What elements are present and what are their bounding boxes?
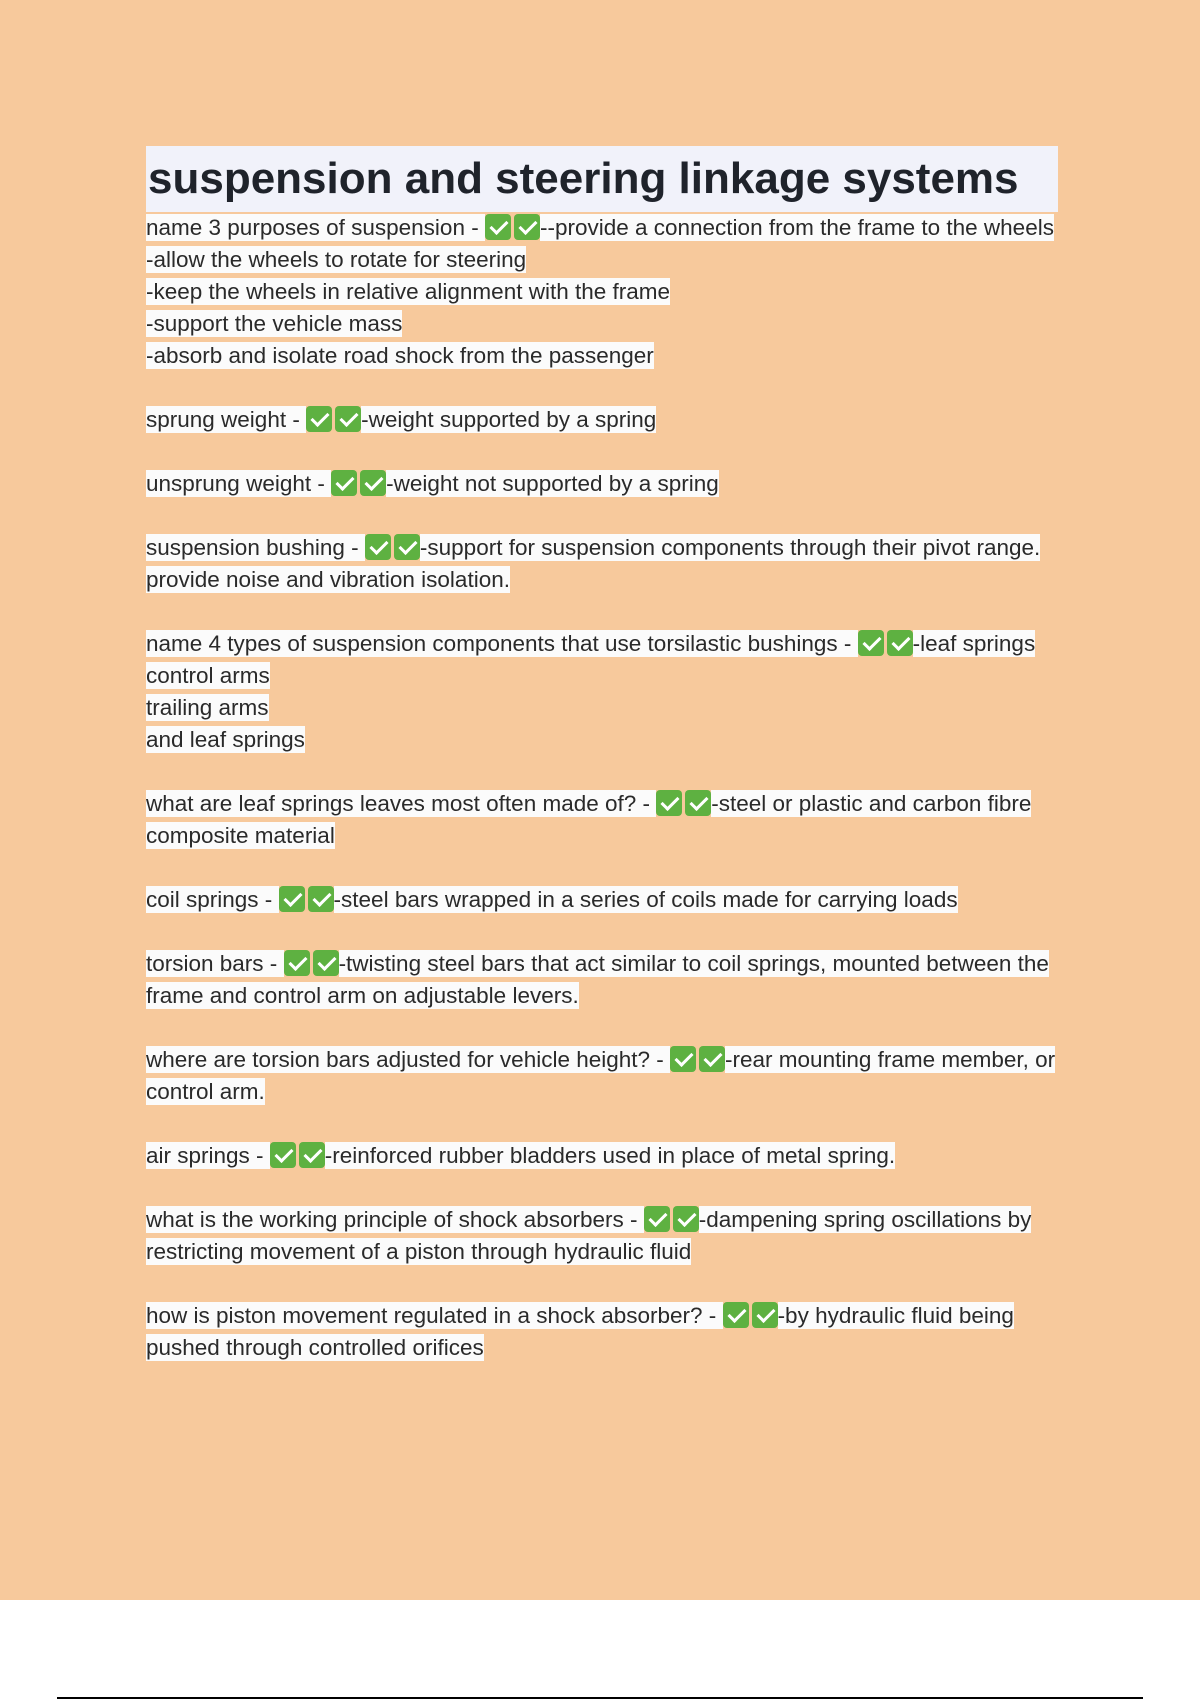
qa-entry xyxy=(146,212,1058,372)
green-checkmark-icon xyxy=(313,950,339,976)
question-text: sprung weight - xyxy=(146,407,307,432)
check-icons xyxy=(656,788,711,820)
question-text: unsprung weight - xyxy=(146,471,332,496)
check-icons xyxy=(723,1300,778,1332)
check-icons xyxy=(331,468,386,500)
green-checkmark-icon xyxy=(306,406,332,432)
green-checkmark-icon xyxy=(485,214,511,240)
check-icons xyxy=(365,532,420,564)
qa-list xyxy=(146,212,1058,1364)
check-icons xyxy=(858,628,913,660)
answer-text: -by hydraulic fluid being pushed through controlled orifices xyxy=(146,1303,1014,1360)
green-checkmark-icon xyxy=(279,886,305,912)
qa-entry xyxy=(146,628,1058,756)
check-icons xyxy=(284,948,339,980)
question-text: name 4 types of suspension components that use torsilastic bushings - xyxy=(146,631,858,656)
question-text: torsion bars - xyxy=(146,951,284,976)
qa-entry xyxy=(146,884,1058,916)
question-text: how is piston movement regulated in a shock absorber? - xyxy=(146,1303,723,1328)
answer-text: -leaf springs control arms trailing arms and leaf springs xyxy=(146,631,1036,752)
qa-entry xyxy=(146,1044,1058,1108)
document-title: suspension and steering linkage systems xyxy=(146,146,1058,212)
check-icons xyxy=(270,1140,325,1172)
green-checkmark-icon xyxy=(514,214,540,240)
green-checkmark-icon xyxy=(858,630,884,656)
answer-text: --provide a connection from the frame to the wheels -allow the wheels to rotate for steering -keep the wheels in relative alignment with the frame -support the vehicle mass -absorb and isolate road shock from the passenger xyxy=(146,215,1054,368)
answer-text: -weight supported by a spring xyxy=(361,407,657,432)
green-checkmark-icon xyxy=(673,1206,699,1232)
green-checkmark-icon xyxy=(656,790,682,816)
green-checkmark-icon xyxy=(752,1302,778,1328)
qa-entry xyxy=(146,404,1058,436)
answer-text: -twisting steel bars that act similar to coil springs, mounted between the frame and control arm on adjustable levers. xyxy=(146,951,1049,1008)
footer-divider xyxy=(57,1697,1143,1699)
check-icons xyxy=(485,212,540,244)
question-text: coil springs - xyxy=(146,887,279,912)
green-checkmark-icon xyxy=(723,1302,749,1328)
green-checkmark-icon xyxy=(299,1142,325,1168)
qa-entry xyxy=(146,468,1058,500)
question-text: what are leaf springs leaves most often made of? - xyxy=(146,791,657,816)
qa-entry xyxy=(146,1204,1058,1268)
answer-text: -weight not supported by a spring xyxy=(386,471,719,496)
check-icons xyxy=(279,884,334,916)
green-checkmark-icon xyxy=(699,1046,725,1072)
question-text: where are torsion bars adjusted for vehicle height? - xyxy=(146,1047,671,1072)
qa-entry xyxy=(146,532,1058,596)
green-checkmark-icon xyxy=(887,630,913,656)
answer-text: -dampening spring oscillations by restricting movement of a piston through hydraulic fluid xyxy=(146,1207,1032,1264)
answer-text: -support for suspension components through their pivot range. provide noise and vibration isolation. xyxy=(146,535,1041,592)
answer-text: -reinforced rubber bladders used in place of metal spring. xyxy=(324,1143,896,1168)
check-icons xyxy=(670,1044,725,1076)
check-icons xyxy=(306,404,361,436)
green-checkmark-icon xyxy=(644,1206,670,1232)
green-checkmark-icon xyxy=(394,534,420,560)
qa-entry xyxy=(146,948,1058,1012)
document-content xyxy=(146,146,1058,1364)
answer-text: -steel bars wrapped in a series of coils made for carrying loads xyxy=(333,887,958,912)
check-icons xyxy=(644,1204,699,1236)
answer-text: -rear mounting frame member, or control arm. xyxy=(146,1047,1056,1104)
green-checkmark-icon xyxy=(670,1046,696,1072)
qa-entry xyxy=(146,788,1058,852)
answer-text: -steel or plastic and carbon fibre composite material xyxy=(146,791,1032,848)
question-text: suspension bushing - xyxy=(146,535,365,560)
question-text: name 3 purposes of suspension - xyxy=(146,215,485,240)
green-checkmark-icon xyxy=(365,534,391,560)
green-checkmark-icon xyxy=(284,950,310,976)
qa-entry xyxy=(146,1300,1058,1364)
green-checkmark-icon xyxy=(360,470,386,496)
question-text: what is the working principle of shock absorbers - xyxy=(146,1207,644,1232)
green-checkmark-icon xyxy=(335,406,361,432)
green-checkmark-icon xyxy=(308,886,334,912)
qa-entry xyxy=(146,1140,1058,1172)
green-checkmark-icon xyxy=(685,790,711,816)
green-checkmark-icon xyxy=(270,1142,296,1168)
green-checkmark-icon xyxy=(331,470,357,496)
question-text: air springs - xyxy=(146,1143,270,1168)
